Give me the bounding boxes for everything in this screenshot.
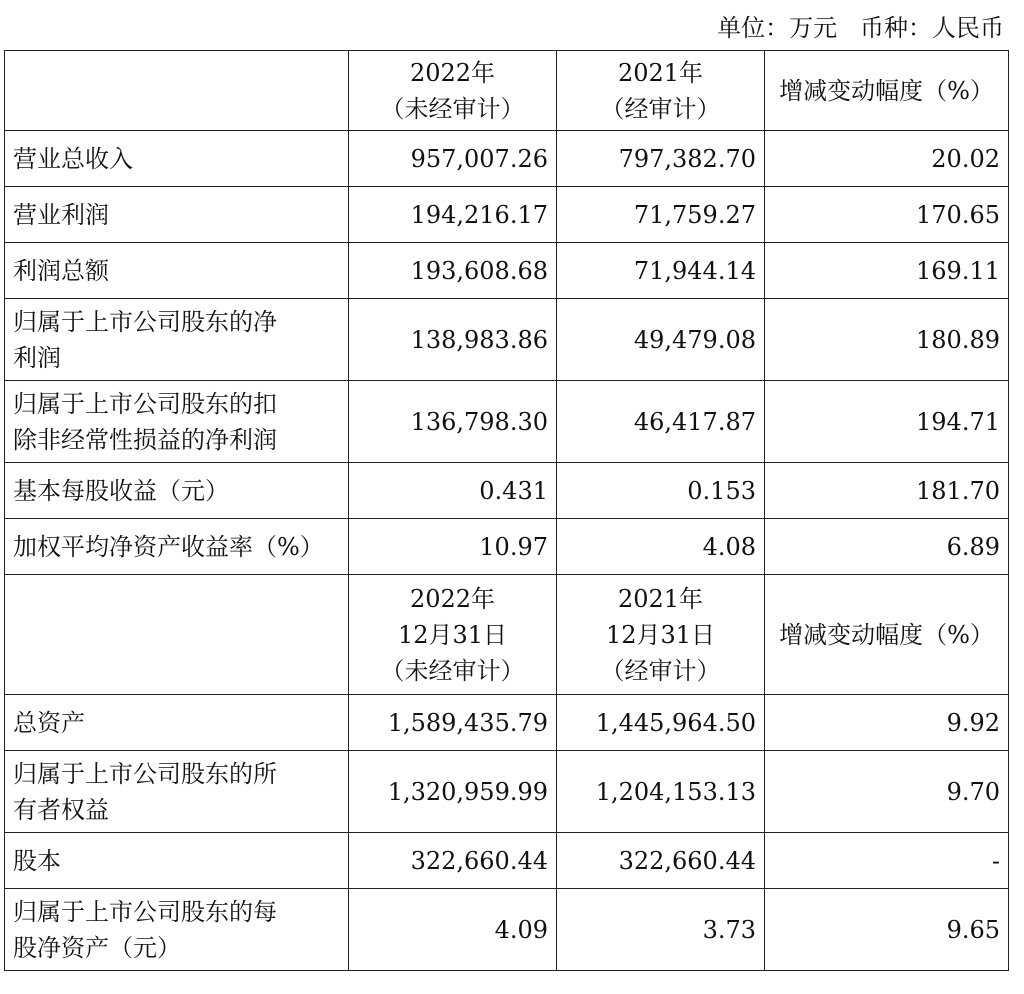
value-2022: 194,216.17 (349, 187, 557, 243)
row-label: 股本 (5, 833, 349, 889)
value-2021: 71,759.27 (557, 187, 765, 243)
row-label: 归属于上市公司股东的扣 除非经常性损益的净利润 (5, 381, 349, 463)
table-row (5, 131, 1009, 187)
row-label: 基本每股收益（元） (5, 463, 349, 519)
value-2022: 957,007.26 (349, 131, 557, 187)
value-2022: 0.431 (349, 463, 557, 519)
row-label: 总资产 (5, 695, 349, 751)
value-2022: 138,983.86 (349, 299, 557, 381)
header-2021-cell: 2021年 （经审计） (557, 51, 765, 131)
value-2021: 322,660.44 (557, 833, 765, 889)
row-label: 营业利润 (5, 187, 349, 243)
table-row (5, 519, 1009, 575)
value-2022: 4.09 (349, 889, 557, 971)
table-row (5, 187, 1009, 243)
value-change: 20.02 (765, 131, 1009, 187)
financial-summary-table (4, 50, 1009, 971)
value-change: 180.89 (765, 299, 1009, 381)
row-label: 营业总收入 (5, 131, 349, 187)
table-row (5, 833, 1009, 889)
value-change: 169.11 (765, 243, 1009, 299)
value-2021: 46,417.87 (557, 381, 765, 463)
value-2021: 797,382.70 (557, 131, 765, 187)
header-item-cell (5, 51, 349, 131)
row-label: 加权平均净资产收益率（%） (5, 519, 349, 575)
value-2021: 1,445,964.50 (557, 695, 765, 751)
subheader-item-cell (5, 575, 349, 695)
value-2022: 1,320,959.99 (349, 751, 557, 833)
table-row (5, 751, 1009, 833)
value-2021: 4.08 (557, 519, 765, 575)
value-2021: 1,204,153.13 (557, 751, 765, 833)
header-2022-cell: 2022年 （未经审计） (349, 51, 557, 131)
value-change: 9.70 (765, 751, 1009, 833)
value-2022: 1,589,435.79 (349, 695, 557, 751)
value-2022: 193,608.68 (349, 243, 557, 299)
value-2022: 10.97 (349, 519, 557, 575)
value-2022: 322,660.44 (349, 833, 557, 889)
value-2022: 136,798.30 (349, 381, 557, 463)
table-header-row (5, 51, 1009, 131)
value-2021: 3.73 (557, 889, 765, 971)
row-label: 归属于上市公司股东的净 利润 (5, 299, 349, 381)
header-change-cell: 增减变动幅度（%） (765, 51, 1009, 131)
value-change: 194.71 (765, 381, 1009, 463)
value-change: 9.65 (765, 889, 1009, 971)
row-label: 利润总额 (5, 243, 349, 299)
value-2021: 71,944.14 (557, 243, 765, 299)
unit-currency-note: 单位：万元 币种：人民币 (717, 14, 1004, 42)
value-change: 181.70 (765, 463, 1009, 519)
table-subheader-row (5, 575, 1009, 695)
value-change: - (765, 833, 1009, 889)
table-row (5, 381, 1009, 463)
value-change: 170.65 (765, 187, 1009, 243)
table-row (5, 463, 1009, 519)
subheader-2021-cell: 2021年 12月31日 （经审计） (557, 575, 765, 695)
subheader-change-cell: 增减变动幅度（%） (765, 575, 1009, 695)
table-row (5, 243, 1009, 299)
value-2021: 0.153 (557, 463, 765, 519)
table-row (5, 695, 1009, 751)
table-row (5, 299, 1009, 381)
value-change: 6.89 (765, 519, 1009, 575)
row-label: 归属于上市公司股东的每 股净资产（元） (5, 889, 349, 971)
value-change: 9.92 (765, 695, 1009, 751)
value-2021: 49,479.08 (557, 299, 765, 381)
row-label: 归属于上市公司股东的所 有者权益 (5, 751, 349, 833)
table-row (5, 889, 1009, 971)
subheader-2022-cell: 2022年 12月31日 （未经审计） (349, 575, 557, 695)
